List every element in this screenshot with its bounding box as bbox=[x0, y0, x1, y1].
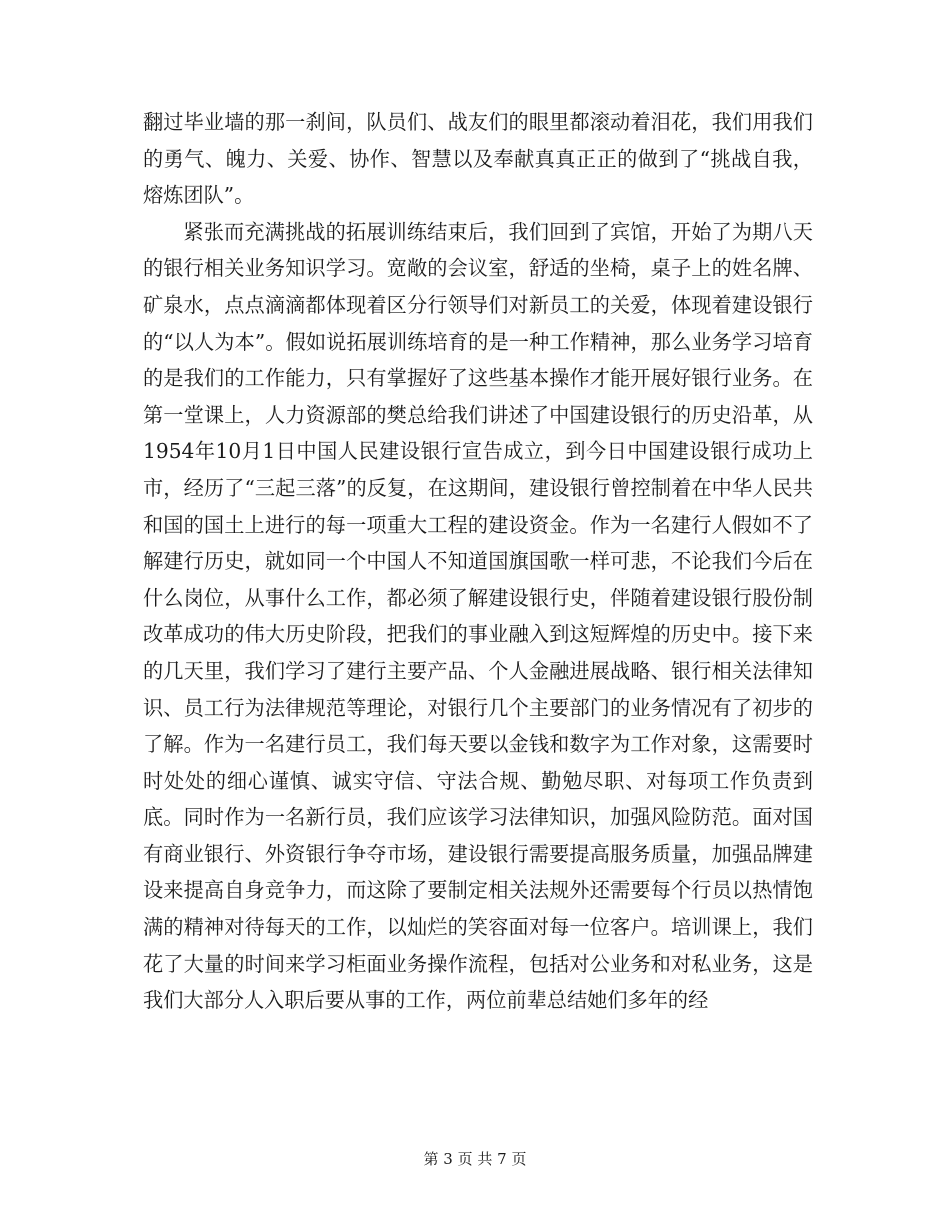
page-footer: 第 3 页 共 7 页 bbox=[423, 1150, 527, 1168]
document-body bbox=[143, 104, 813, 1019]
paragraph-2: 紧张而充满挑战的拓展训练结束后，我们回到了宾馆，开始了为期八天的银行相关业务知识学习。宽敞的会议室，舒适的坐椅，桌子上的姓名牌、矿泉水，点点滴滴都体现着区分行领导们对新员工的关爱，体现着建设银行的“以人为本”。假如说拓展训练培育的是一种工作精神，那么业务学习培育的是我们的工作能力，只有掌握好了这些基本操作才能开展好银行业务。在第一堂课上，人力资源部的樊总给我们讲述了中国建设银行的历史沿革，从1954年10月1日中国人民建设银行宣告成立，到今日中国建设银行成功上市，经历了“三起三落”的反复，在这期间，建设银行曾控制着在中华人民共和国的国土上进行的每一项重大工程的建设资金。作为一名建行人假如不了解建行历史，就如同一个中国人不知道国旗国歌一样可悲，不论我们今后在什么岗位，从事什么工作，都必须了解建设银行史，伴随着建设银行股份制改革成功的伟大历史阶段，把我们的事业融入到这短辉煌的历史中。接下来的几天里，我们学习了建行主要产品、个人金融进展战略、银行相关法律知识、员工行为法律规范等理论，对银行几个主要部门的业务情况有了初步的了解。作为一名建行员工，我们每天要以金钱和数字为工作对象，这需要时时处处的细心谨慎、诚实守信、守法合规、勤勉尽职、对每项工作负责到底。同时作为一名新行员，我们应该学习法律知识，加强风险防范。面对国有商业银行、外资银行争夺市场，建设银行需要提高服务质量，加强品牌建设来提高自身竞争力，而这除了要制定相关法规外还需要每个行员以热情饱满的精神对待每天的工作，以灿烂的笑容面对每一位客户。培训课上，我们花了大量的时间来学习柜面业务操作流程，包括对公业务和对私业务，这是我们大部分人入职后要从事的工作，两位前辈总结她们多年的经 bbox=[143, 219, 813, 1013]
paragraph-1: 翻过毕业墙的那一刹间，队员们、战友们的眼里都滚动着泪花，我们用我们的勇气、魄力、关爱、协作、智慧以及奉献真真正正的做到了“挑战自我，熔炼团队”。 bbox=[143, 110, 813, 208]
